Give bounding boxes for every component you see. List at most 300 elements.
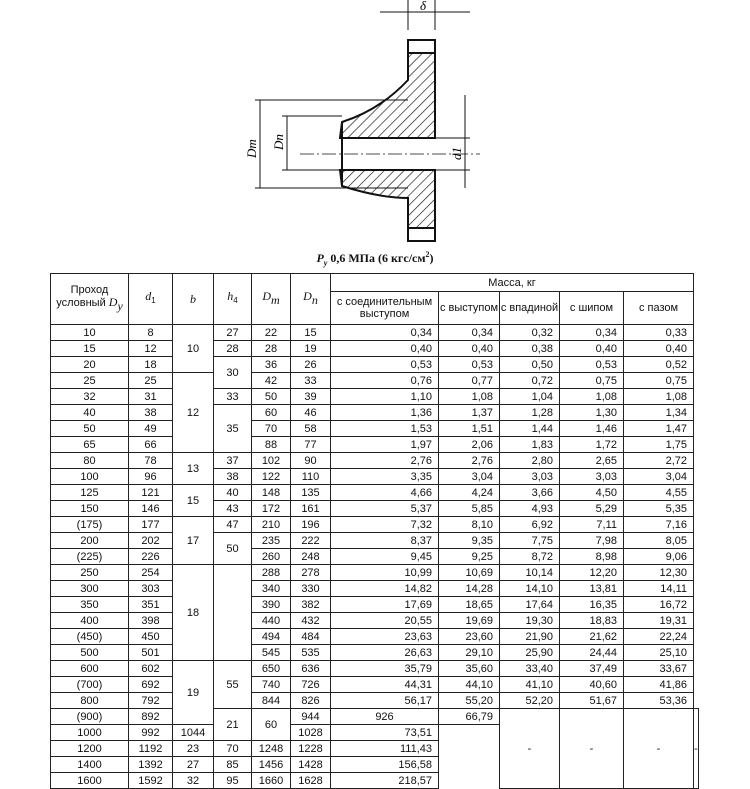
header-b: b (173, 274, 214, 325)
cell-dm: 210 (252, 517, 291, 533)
cell-mass-2: 14,28 (439, 581, 500, 597)
cell-mass-2: 5,85 (439, 501, 500, 517)
cell-dn: 278 (291, 565, 331, 581)
cell-mass-3: 41,10 (500, 677, 560, 693)
cell-mass-3: 25,90 (500, 645, 560, 661)
table-row (51, 453, 699, 469)
cell-mass-3: 33,40 (500, 661, 560, 677)
cell-d1: 398 (129, 613, 173, 629)
cell-mass-3: 3,66 (500, 485, 560, 501)
table-row (51, 677, 699, 693)
cell-d1: 66 (129, 437, 173, 453)
cell-d1: 38 (129, 405, 173, 421)
cell-dy: 400 (51, 613, 129, 629)
cell-mass-5: 0,52 (624, 357, 694, 373)
cell-mass-3: 1,83 (500, 437, 560, 453)
cell-mass-4: 13,81 (560, 581, 624, 597)
cell-mass-5-dash: - (694, 709, 699, 789)
cell-mass-3: 7,75 (500, 533, 560, 549)
cell-mass-2: 10,69 (439, 565, 500, 581)
cell-b: 12 (173, 373, 214, 453)
cell-mass-1: 0,53 (331, 357, 439, 373)
cell-mass-3: 4,93 (500, 501, 560, 517)
cell-d1: 450 (129, 629, 173, 645)
cell-mass-3: 52,20 (500, 693, 560, 709)
cell-mass-1: 56,17 (331, 693, 439, 709)
cell-dm: 122 (252, 469, 291, 485)
cell-d1: 177 (129, 517, 173, 533)
cell-d1: 78 (129, 453, 173, 469)
cell-mass-5: 1,08 (624, 389, 694, 405)
cell-d1: 501 (129, 645, 173, 661)
table-row (51, 341, 699, 357)
cell-mass-4: 12,20 (560, 565, 624, 581)
cell-dy: 250 (51, 565, 129, 581)
cell-mass-4-dash: - (624, 709, 694, 789)
pressure-caption (0, 250, 750, 267)
cell-mass-1: 8,37 (331, 533, 439, 549)
cell-mass-1: 4,66 (331, 485, 439, 501)
cell-mass-5: 16,72 (624, 597, 694, 613)
header-mass-5: с пазом (624, 292, 694, 325)
cell-dn: 535 (291, 645, 331, 661)
cell-mass-1: 1,36 (331, 405, 439, 421)
cell-mass-1: 1,97 (331, 437, 439, 453)
table-row (51, 389, 699, 405)
table-row (51, 437, 699, 453)
cell-mass-4: 7,98 (560, 533, 624, 549)
cell-mass-5: 0,75 (624, 373, 694, 389)
cell-dn: 90 (291, 453, 331, 469)
cell-d1: 303 (129, 581, 173, 597)
cell-dm: 740 (252, 677, 291, 693)
cell-h4: 27 (214, 325, 252, 341)
cell-d1: 792 (129, 693, 173, 709)
cell-mass-1: 23,63 (331, 629, 439, 645)
cell-mass-1: 9,45 (331, 549, 439, 565)
flange-dimensions-table (50, 273, 699, 789)
cell-dy: (450) (51, 629, 129, 645)
table-row (51, 661, 699, 677)
cell-dn: 58 (291, 421, 331, 437)
cell-h4: 50 (214, 533, 252, 565)
dim-label-s: δ (420, 0, 427, 13)
caption-p: P (316, 251, 324, 265)
cell-d1: 18 (129, 357, 173, 373)
cell-mass-1: 0,76 (331, 373, 439, 389)
cell-h4: 60 (252, 709, 291, 741)
header-d1: $d_1$ (129, 274, 173, 325)
caption-end: ) (429, 251, 434, 265)
cell-dn: 15 (291, 325, 331, 341)
cell-mass-4: 24,44 (560, 645, 624, 661)
cell-dn: 382 (291, 597, 331, 613)
cell-mass-2: 0,34 (439, 325, 500, 341)
cell-dn: 1428 (291, 757, 331, 773)
cell-h4: 95 (214, 773, 252, 789)
cell-dy: 1600 (51, 773, 129, 789)
cell-dm: 1660 (252, 773, 291, 789)
cell-dm: 340 (252, 581, 291, 597)
cell-mass-2: 55,20 (439, 693, 500, 709)
header-mass-3: с впадиной (500, 292, 560, 325)
cell-mass-5: 9,06 (624, 549, 694, 565)
cell-d1: 892 (129, 709, 173, 725)
cell-mass-4: 3,03 (560, 469, 624, 485)
cell-mass-3-dash: - (560, 709, 624, 789)
cell-dy: 150 (51, 501, 129, 517)
table-row (51, 373, 699, 389)
cell-mass-2: 19,69 (439, 613, 500, 629)
cell-dm: 22 (252, 325, 291, 341)
cell-dm: 50 (252, 389, 291, 405)
cell-mass-3: 17,64 (500, 597, 560, 613)
cell-dn: 248 (291, 549, 331, 565)
cell-h4: 38 (214, 469, 252, 485)
cell-mass-3: 0,38 (500, 341, 560, 357)
cell-mass-5: 1,34 (624, 405, 694, 421)
cell-dy: 800 (51, 693, 129, 709)
cell-dy: 300 (51, 581, 129, 597)
cell-h4: 33 (214, 389, 252, 405)
cell-dm: 42 (252, 373, 291, 389)
cell-mass-1: 14,82 (331, 581, 439, 597)
cell-mass-5: 19,31 (624, 613, 694, 629)
cell-mass-2: 23,60 (439, 629, 500, 645)
cell-mass-3: 14,10 (500, 581, 560, 597)
cell-dm: 1248 (252, 741, 291, 757)
cell-dm: 260 (252, 549, 291, 565)
cell-dy: 1000 (51, 725, 129, 741)
table-row (51, 357, 699, 373)
cell-d1: 49 (129, 421, 173, 437)
cell-mass-1: 1,53 (331, 421, 439, 437)
cell-mass-2: 2,76 (439, 453, 500, 469)
cell-b: 13 (173, 453, 214, 485)
table-row (51, 597, 699, 613)
cell-dn: 26 (291, 357, 331, 373)
cell-dm: 235 (252, 533, 291, 549)
cell-dy: 25 (51, 373, 129, 389)
cell-mass-5: 1,75 (624, 437, 694, 453)
table-row (51, 565, 699, 581)
cell-dn: 196 (291, 517, 331, 533)
cell-mass-2: 8,10 (439, 517, 500, 533)
cell-dm: 1456 (252, 757, 291, 773)
cell-dm: 494 (252, 629, 291, 645)
table-row (51, 485, 699, 501)
cell-mass-3: 19,30 (500, 613, 560, 629)
cell-d1: 226 (129, 549, 173, 565)
cell-b: 18 (173, 565, 214, 661)
cell-mass-4: 0,53 (560, 357, 624, 373)
cell-dy: 65 (51, 437, 129, 453)
cell-d1: 8 (129, 325, 173, 341)
cell-dn: 135 (291, 485, 331, 501)
table-row (51, 533, 699, 549)
cell-mass-3: 8,72 (500, 549, 560, 565)
cell-dn: 222 (291, 533, 331, 549)
cell-mass-3: 6,92 (500, 517, 560, 533)
cell-mass-5: 22,24 (624, 629, 694, 645)
cell-h4 (214, 565, 252, 661)
cell-dn: 1228 (291, 741, 331, 757)
cell-mass-4: 0,75 (560, 373, 624, 389)
cell-mass-4: 8,98 (560, 549, 624, 565)
header-dm: $D_m$ (252, 274, 291, 325)
cell-dy: 32 (51, 389, 129, 405)
table-row (51, 501, 699, 517)
cell-dn: 39 (291, 389, 331, 405)
table-row (51, 629, 699, 645)
cell-d1: 25 (129, 373, 173, 389)
cell-mass-4: 7,11 (560, 517, 624, 533)
cell-dn: 826 (291, 693, 331, 709)
cell-h4: 35 (214, 405, 252, 453)
cell-dy: 600 (51, 661, 129, 677)
cell-mass-4: 16,35 (560, 597, 624, 613)
cell-mass-4: 51,67 (560, 693, 624, 709)
cell-mass-1: 156,58 (331, 757, 439, 773)
cell-mass-4: 1,72 (560, 437, 624, 453)
cell-dm: 650 (252, 661, 291, 677)
cell-mass-4: 37,49 (560, 661, 624, 677)
cell-mass-1: 17,69 (331, 597, 439, 613)
cell-mass-3: 0,32 (500, 325, 560, 341)
cell-mass-4: 21,62 (560, 629, 624, 645)
cell-d1: 12 (129, 341, 173, 357)
cell-mass-2: 0,40 (439, 341, 500, 357)
cell-dy: 100 (51, 469, 129, 485)
cell-h4: 40 (214, 485, 252, 501)
cell-mass-5: 4,55 (624, 485, 694, 501)
cell-mass-5: 25,10 (624, 645, 694, 661)
cell-mass-3: 2,80 (500, 453, 560, 469)
cell-mass-2: 9,35 (439, 533, 500, 549)
cell-mass-2: 44,10 (439, 677, 500, 693)
cell-mass-2-dash: - (500, 709, 560, 789)
cell-dn: 110 (291, 469, 331, 485)
cell-d1: 202 (129, 533, 173, 549)
cell-d1: 992 (129, 725, 173, 741)
cell-h4: 55 (214, 661, 252, 709)
cell-mass-5: 2,72 (624, 453, 694, 469)
cell-mass-3: 10,14 (500, 565, 560, 581)
cell-mass-5: 8,05 (624, 533, 694, 549)
cell-mass-4: 0,34 (560, 325, 624, 341)
cell-dy: 40 (51, 405, 129, 421)
cell-dn: 19 (291, 341, 331, 357)
table-row (51, 405, 699, 421)
cell-dm: 102 (252, 453, 291, 469)
flange-section-upper (340, 40, 435, 138)
cell-mass-1: 66,79 (439, 709, 500, 725)
cell-d1: 31 (129, 389, 173, 405)
cell-b: 27 (173, 757, 214, 773)
dim-label-dn: Dn (271, 134, 286, 150)
cell-h4: 43 (214, 501, 252, 517)
cell-dm: 172 (252, 501, 291, 517)
cell-mass-2: 29,10 (439, 645, 500, 661)
cell-mass-1: 0,34 (331, 325, 439, 341)
caption-text: 0,6 МПа (6 кгс/см (327, 251, 426, 265)
cell-dn: 432 (291, 613, 331, 629)
cell-mass-1: 7,32 (331, 517, 439, 533)
cell-dy: 500 (51, 645, 129, 661)
cell-mass-1: 111,43 (331, 741, 439, 757)
cell-mass-5: 3,04 (624, 469, 694, 485)
cell-mass-3: 21,90 (500, 629, 560, 645)
cell-mass-5: 5,35 (624, 501, 694, 517)
cell-dy: 350 (51, 597, 129, 613)
cell-dy: (175) (51, 517, 129, 533)
flange-drawing (0, 0, 750, 250)
cell-mass-2: 1,08 (439, 389, 500, 405)
cell-mass-1: 3,35 (331, 469, 439, 485)
cell-b: 15 (173, 485, 214, 517)
cell-d1: 254 (129, 565, 173, 581)
cell-b: 32 (173, 773, 214, 789)
cell-mass-4: 40,60 (560, 677, 624, 693)
cell-mass-3: 3,03 (500, 469, 560, 485)
cell-dn: 726 (291, 677, 331, 693)
cell-dm: 288 (252, 565, 291, 581)
table-row (51, 421, 699, 437)
cell-dn: 330 (291, 581, 331, 597)
cell-dm: 1044 (173, 725, 214, 741)
table-row (51, 613, 699, 629)
cell-mass-5: 0,40 (624, 341, 694, 357)
cell-dy: (225) (51, 549, 129, 565)
cell-dn: 1628 (291, 773, 331, 789)
cell-mass-3: 1,28 (500, 405, 560, 421)
cell-dy: 10 (51, 325, 129, 341)
cell-dy: 50 (51, 421, 129, 437)
cell-dy: 1200 (51, 741, 129, 757)
cell-mass-4: 5,29 (560, 501, 624, 517)
cell-b: 10 (173, 325, 214, 373)
cell-mass-2: 2,06 (439, 437, 500, 453)
cell-dm: 148 (252, 485, 291, 501)
header-mass: Масса, кг (331, 274, 694, 292)
table-row (51, 645, 699, 661)
cell-mass-1: 10,99 (331, 565, 439, 581)
cell-mass-4: 1,30 (560, 405, 624, 421)
cell-d1: 692 (129, 677, 173, 693)
cell-dy: 15 (51, 341, 129, 357)
header-mass-1: с соединительным выступом (331, 292, 439, 325)
cell-dn: 33 (291, 373, 331, 389)
table-body (51, 325, 699, 789)
cell-mass-1: 2,76 (331, 453, 439, 469)
cell-b: 23 (173, 741, 214, 757)
cell-dm: 440 (252, 613, 291, 629)
cell-dm: 36 (252, 357, 291, 373)
table-row (51, 325, 699, 341)
table-row (51, 581, 699, 597)
cell-mass-1: 5,37 (331, 501, 439, 517)
cell-mass-2: 0,77 (439, 373, 500, 389)
cell-d1: 602 (129, 661, 173, 677)
table-row (51, 709, 699, 725)
cell-dm: 545 (252, 645, 291, 661)
cell-mass-2: 3,04 (439, 469, 500, 485)
caption-sup: 2 (425, 250, 430, 259)
table-row (51, 693, 699, 709)
cell-mass-2: 4,24 (439, 485, 500, 501)
cell-mass-2: 1,51 (439, 421, 500, 437)
cell-mass-3: 0,50 (500, 357, 560, 373)
cell-dy: 1400 (51, 757, 129, 773)
cell-h4: 70 (214, 741, 252, 757)
cell-h4: 30 (214, 357, 252, 389)
cell-mass-4: 1,46 (560, 421, 624, 437)
cell-dm: 390 (252, 597, 291, 613)
cell-mass-3: 0,72 (500, 373, 560, 389)
cell-h4: 28 (214, 341, 252, 357)
header-dn: $D_n$ (291, 274, 331, 325)
cell-dm: 88 (252, 437, 291, 453)
cell-dn: 46 (291, 405, 331, 421)
cell-dn: 484 (291, 629, 331, 645)
header-dy: Проход условный $D_y$ (51, 274, 129, 325)
cell-dm: 944 (291, 709, 331, 725)
cell-dm: 28 (252, 341, 291, 357)
cell-mass-5: 14,11 (624, 581, 694, 597)
cell-dm: 60 (252, 405, 291, 421)
cell-h4: 85 (214, 757, 252, 773)
cell-d1: 96 (129, 469, 173, 485)
cell-d1: 1592 (129, 773, 173, 789)
cell-dy: 80 (51, 453, 129, 469)
cell-mass-1: 35,79 (331, 661, 439, 677)
cell-mass-2: 35,60 (439, 661, 500, 677)
cell-mass-1: 218,57 (331, 773, 439, 789)
cell-h4: 37 (214, 453, 252, 469)
table-row (51, 549, 699, 565)
cell-b: 17 (173, 517, 214, 565)
cell-mass-4: 18,83 (560, 613, 624, 629)
cell-mass-2: 9,25 (439, 549, 500, 565)
cell-dy: (900) (51, 709, 129, 725)
cell-mass-1: 1,10 (331, 389, 439, 405)
cell-mass-1: 44,31 (331, 677, 439, 693)
dim-label-dm: Dm (244, 139, 259, 158)
cell-dm: 70 (252, 421, 291, 437)
cell-mass-4: 1,08 (560, 389, 624, 405)
header-mass-4: с шипом (560, 292, 624, 325)
cell-d1: 1392 (129, 757, 173, 773)
header-mass-2: с выступом (439, 292, 500, 325)
cell-d1: 1192 (129, 741, 173, 757)
cell-dn: 636 (291, 661, 331, 677)
cell-mass-5: 41,86 (624, 677, 694, 693)
cell-dy: (700) (51, 677, 129, 693)
cell-dy: 125 (51, 485, 129, 501)
cell-mass-2: 0,53 (439, 357, 500, 373)
cell-mass-2: 18,65 (439, 597, 500, 613)
cell-mass-5: 12,30 (624, 565, 694, 581)
dim-label-d1: d1 (449, 147, 464, 160)
cell-h4: 47 (214, 517, 252, 533)
cell-dn: 77 (291, 437, 331, 453)
caption-sub: y (323, 258, 328, 268)
cell-d1: 351 (129, 597, 173, 613)
cell-mass-5: 33,67 (624, 661, 694, 677)
cell-d1: 146 (129, 501, 173, 517)
cell-mass-5: 7,16 (624, 517, 694, 533)
cell-mass-5: 53,36 (624, 693, 694, 709)
